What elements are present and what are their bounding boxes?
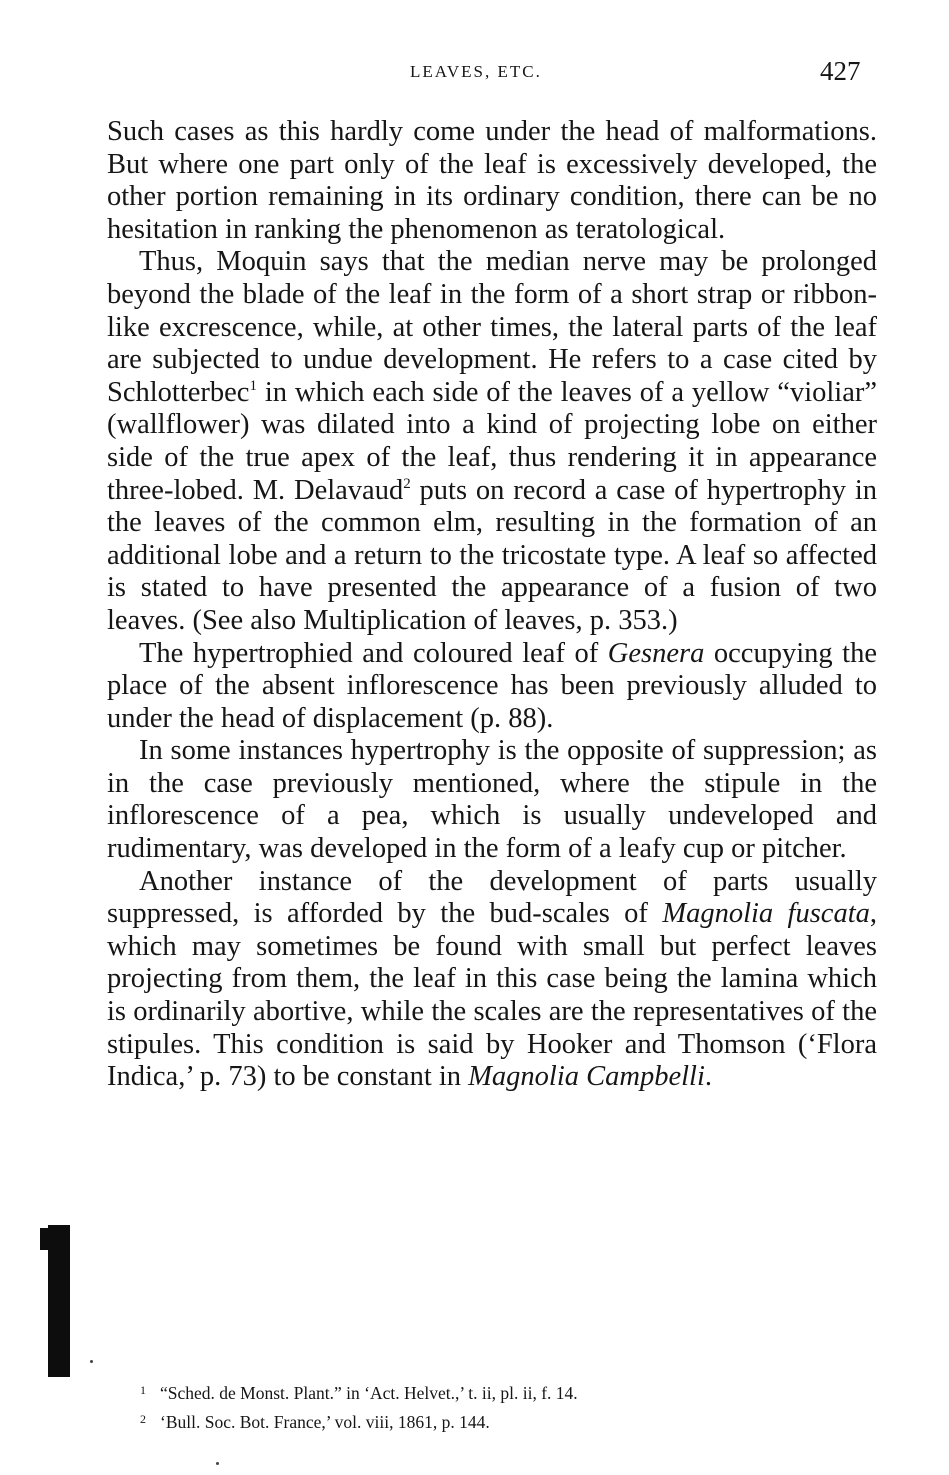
paragraph-text: In some instances hypertrophy is the opposite of suppression; as in the case previously mentioned, where the stipule in the inflorescence of a pea, which is usually undeveloped and rudimentary, was developed in the form of a leafy cup or pitcher. — [107, 735, 877, 865]
paragraph-text: The hypertrophied and coloured leaf of — [139, 637, 608, 669]
footnote-ref: 1 — [249, 377, 257, 394]
species-name: Magnolia fuscata — [662, 898, 870, 930]
footnote-text: “Sched. de Monst. Plant.” in ‘Act. Helvet.,’ t. ii, pl. ii, f. 14. — [160, 1383, 578, 1403]
footnote — [140, 1406, 860, 1435]
running-title: LEAVES, ETC. — [410, 62, 542, 81]
paragraph-text: puts on record a case of hypertrophy in the leaves of the common elm, resulting in the formation of an additional lobe and a return to the tricostate type. A leaf so affected is stated to have presented the appearance of a fusion of two leaves. (See also Multiplication of leaves, p. 353.) — [107, 474, 877, 636]
genus-name: Gesnera — [607, 637, 705, 669]
footnote-text: ‘Bull. Soc. Bot. France,’ vol. viii, 1861, p. 144. — [160, 1412, 490, 1432]
footnote-ref: 2 — [403, 475, 411, 492]
paragraph — [107, 638, 877, 736]
species-name: Magnolia Campbelli — [468, 1061, 705, 1093]
paragraph-text: Such cases as this hardly come under the head of malformations. But where one part only of the leaf is excessively developed, the other portion remaining in its ordinary condition, there can be no hesitation in ranking the phenomenon as teratological. — [107, 116, 877, 245]
paragraph-text: Thus, Moquin says that the median nerve may be prolonged beyond the blade of the leaf in the form of a short strap or ribbon-like excrescence, while, at other times, the lateral parts of the leaf are subjected to undue development. He refers to a case cited by Schlotterbec — [107, 246, 877, 408]
scan-speck — [90, 1360, 93, 1363]
paragraph — [107, 735, 877, 865]
footnote-mark: 2 — [140, 1412, 146, 1426]
page-number: 427 — [820, 56, 861, 86]
scan-margin-bar-notch — [40, 1228, 54, 1250]
footnotes — [140, 1377, 860, 1435]
paragraph-text: in which each side of the leaves of a yellow “violiar” (wallflower) was dilated into a kind of projecting lobe on either side of the true apex of the leaf, thus rendering it in appearance three-lobed. M. Delavaud — [107, 376, 877, 506]
paragraph-text: . — [704, 1061, 712, 1093]
paragraph-text: occupying the place of the absent inflorescence has been previously alluded to under the head of displacement (p. 88). — [107, 637, 877, 734]
paragraph — [107, 246, 877, 637]
footnote — [140, 1377, 860, 1406]
body-text — [107, 116, 877, 1094]
scan-speck — [216, 1462, 219, 1465]
paragraph-text: Another instance of the development of parts usually suppressed, is afforded by the bud-scales of — [107, 865, 877, 930]
paragraph-text: , which may sometimes be found with small but perfect leaves projecting from them, the leaf in this case being the lamina which is ordinarily abortive, while the scales are the representatives of the stipules. This condition is said by Hooker and Thomson (‘Flora Indica,’ p. 73) to be constant in — [107, 898, 878, 1093]
paragraph — [107, 116, 877, 246]
paragraph — [107, 866, 877, 1094]
footnote-mark: 1 — [140, 1383, 146, 1397]
